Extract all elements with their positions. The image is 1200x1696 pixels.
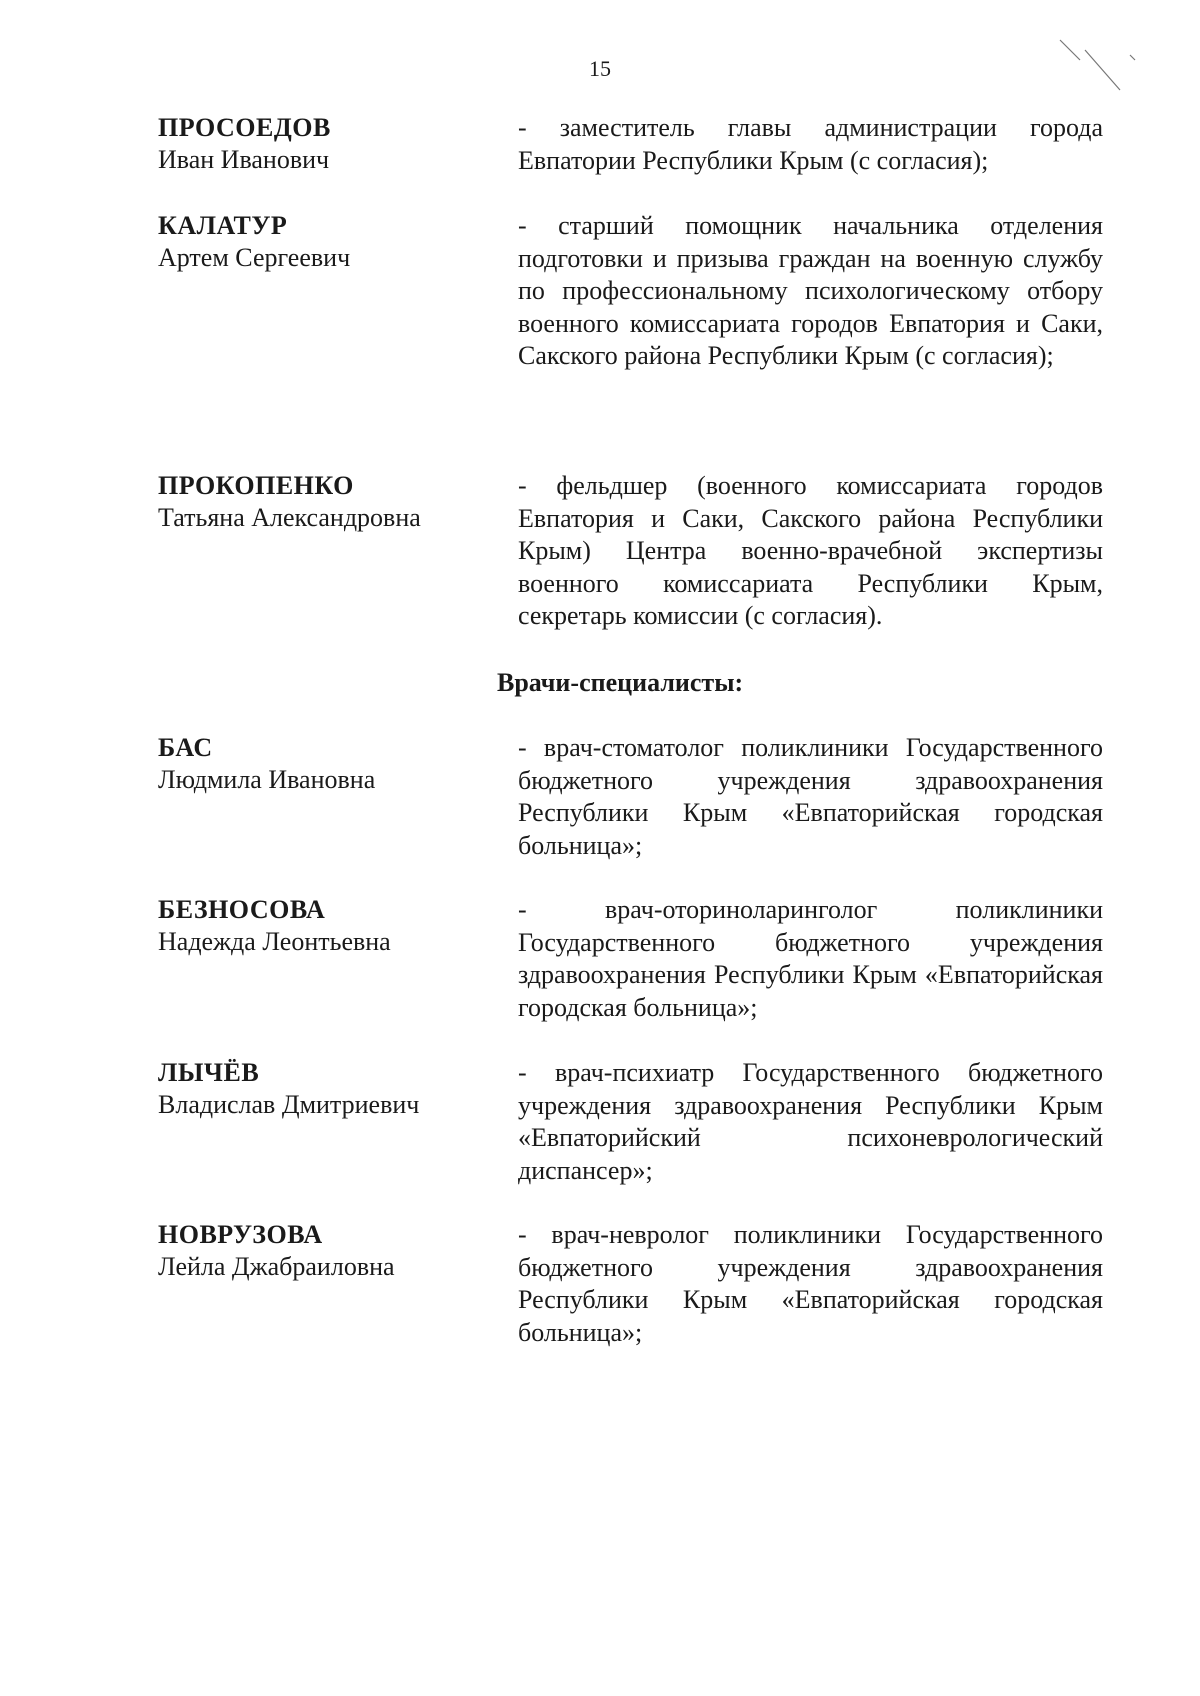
member-name-block bbox=[158, 210, 478, 274]
specialist-role: - врач-психиатр Государственного бюджетного учреждения здравоохранения Республики Крым «Евпаторийский психоневрологический диспансер»; bbox=[518, 1058, 1103, 1185]
specialist-role: - врач-стоматолог поликлиники Государственного бюджетного учреждения здравоохранения Республики Крым «Евпаторийская городская больница»; bbox=[518, 733, 1103, 860]
specialist-name-block bbox=[158, 1057, 478, 1121]
section-heading: Врачи-специалисты: bbox=[497, 668, 744, 697]
member-given-names: Иван Иванович bbox=[158, 145, 330, 174]
member-role: - фельдшер (военного комиссариата городов Евпатория и Саки, Сакского района Республики Крым) Центра военно-врачебной экспертизы военного комиссариата Республики Крым, секретарь комиссии (с согласия). bbox=[518, 471, 1103, 630]
specialist-given-names: Надежда Леонтьевна bbox=[158, 927, 391, 956]
member-given-names: Артем Сергеевич bbox=[158, 243, 351, 272]
specialist-given-names: Людмила Ивановна bbox=[158, 765, 376, 794]
member-role: - старший помощник начальника отделения подготовки и призыва граждан на военную службу по профессиональному психологическому отбору военного комиссариата городов Евпатория и Саки, Сакского района Республики Крым (с согласия); bbox=[518, 211, 1103, 370]
member-surname: КАЛАТУР bbox=[158, 211, 288, 240]
member-name-block bbox=[158, 470, 478, 534]
specialist-name-block bbox=[158, 894, 478, 958]
member-given-names: Татьяна Александровна bbox=[158, 503, 421, 532]
member-name-block bbox=[158, 112, 478, 176]
specialist-role: - врач-оториноларинголог поликлиники Государственного бюджетного учреждения здравоохранения Республики Крым «Евпаторийская городская больница»; bbox=[518, 895, 1103, 1022]
specialist-role: - врач-невролог поликлиники Государственного бюджетного учреждения здравоохранения Республики Крым «Евпаторийская городская больница»; bbox=[518, 1220, 1103, 1347]
specialist-given-names: Лейла Джабраиловна bbox=[158, 1252, 395, 1281]
specialist-surname: НОВРУЗОВА bbox=[158, 1220, 323, 1249]
member-surname: ПРОКОПЕНКО bbox=[158, 471, 354, 500]
specialist-given-names: Владислав Дмитриевич bbox=[158, 1090, 420, 1119]
member-surname: ПРОСОЕДОВ bbox=[158, 113, 331, 142]
page-number: 15 bbox=[589, 56, 611, 81]
member-role: - заместитель главы администрации города Евпатории Республики Крым (с согласия); bbox=[518, 113, 1103, 175]
specialist-surname: БЕЗНОСОВА bbox=[158, 895, 326, 924]
specialist-surname: ЛЫЧЁВ bbox=[158, 1058, 260, 1087]
scan-artifact-marks bbox=[1040, 30, 1180, 120]
specialist-name-block bbox=[158, 732, 478, 796]
specialist-surname: БАС bbox=[158, 733, 213, 762]
specialist-name-block bbox=[158, 1219, 478, 1283]
